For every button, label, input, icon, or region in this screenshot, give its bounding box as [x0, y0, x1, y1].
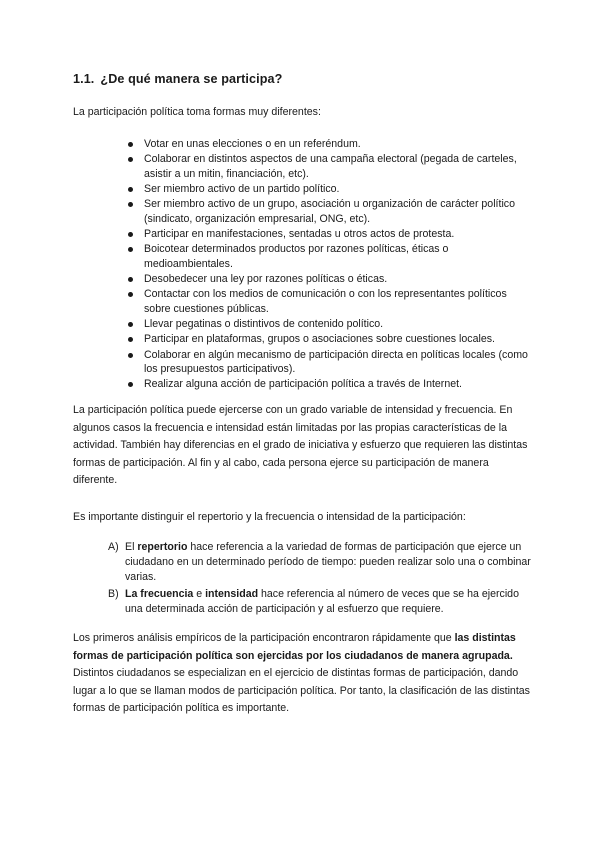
section-title: ¿De qué manera se participa?: [100, 72, 283, 86]
bullet-icon: [128, 142, 133, 147]
list-marker: B): [108, 588, 119, 600]
list-item: Votar en unas elecciones o en un referéndum.: [128, 137, 528, 151]
term-frecuencia: La frecuencia: [125, 588, 194, 600]
list-item: Ser miembro activo de un grupo, asociación u organización de carácter político (sindicato, organización empresarial, ONG, etc).: [128, 197, 528, 225]
section-heading: [73, 72, 282, 86]
bullet-icon: [128, 187, 133, 192]
bullet-icon: [128, 157, 133, 162]
bullet-icon: [128, 202, 133, 207]
paragraph-modes: Los primeros análisis empíricos de la participación encontraron rápidamente que las distintas formas de participación política son ejercidas por los ciudadanos de manera agrupada. Distintos ciudadanos se especializan en el ejercicio de distintas formas de participación, dando lugar a lo que se llaman modos de participación política. Por tanto, la clasificación de las distintas formas de participación política es importante.: [73, 632, 530, 715]
definition-list: [108, 540, 533, 619]
bullet-icon: [128, 353, 133, 358]
paragraph-repertoire-intro: Es importante distinguir el repertorio y la frecuencia o intensidad de la participación:: [73, 511, 466, 523]
list-marker: A): [108, 541, 119, 553]
definition-item-repertorio: A) El repertorio hace referencia a la variedad de formas de participación que ejerce un ciudadano en un determinado período de tiempo: pueden realizar solo una o combinar varias.: [108, 541, 531, 583]
list-item: Ser miembro activo de un partido político.: [128, 182, 528, 196]
bullet-icon: [128, 292, 133, 297]
emphasis-text: las distintas formas de participación política son ejercidas por los ciudadanos de manera agrupada.: [73, 632, 516, 662]
list-item: Participar en manifestaciones, sentadas u otros actos de protesta.: [128, 227, 528, 241]
list-item: Contactar con los medios de comunicación o con los representantes políticos sobre cuestiones públicas.: [128, 287, 528, 315]
bullet-icon: [128, 382, 133, 387]
definition-item-frecuencia: B) La frecuencia e intensidad hace referencia al número de veces que se ha ejercido una determinada acción de participación y al esfuerzo que requiere.: [108, 588, 519, 615]
list-item: Participar en plataformas, grupos o asociaciones sobre cuestiones locales.: [128, 332, 528, 346]
paragraph-intensity: La participación política puede ejercerse con un grado variable de intensidad y frecuencia. En algunos casos la frecuencia e intensidad están limitadas por las propias características de la actividad. También hay diferencias en el grado de iniciativa y esfuerzo que requieren las distintas formas de participación. Al fin y al cabo, cada persona ejerce su participación de manera diferente.: [73, 404, 528, 487]
bullet-icon: [128, 337, 133, 342]
list-item: Colaborar en algún mecanismo de participación directa en políticas locales (como los presupuestos participativos).: [128, 348, 528, 376]
term-intensidad: intensidad: [205, 588, 259, 600]
bullet-icon: [128, 247, 133, 252]
list-item: Boicotear determinados productos por razones políticas, éticas o medioambientales.: [128, 242, 528, 270]
bullet-icon: [128, 232, 133, 237]
list-item: Colaborar en distintos aspectos de una campaña electoral (pegada de carteles, asistir a un mitin, financiación, etc).: [128, 152, 528, 180]
bullet-icon: [128, 322, 133, 327]
bullet-icon: [128, 277, 133, 282]
section-number: 1.1.: [73, 72, 95, 86]
intro-text: La participación política toma formas muy diferentes:: [73, 106, 321, 118]
term-repertorio: repertorio: [137, 541, 188, 553]
list-item: Realizar alguna acción de participación política a través de Internet.: [128, 377, 528, 391]
list-item: Llevar pegatinas o distintivos de contenido político.: [128, 317, 528, 331]
list-item: Desobedecer una ley por razones políticas o éticas.: [128, 272, 528, 286]
participation-forms-list: [128, 137, 528, 393]
